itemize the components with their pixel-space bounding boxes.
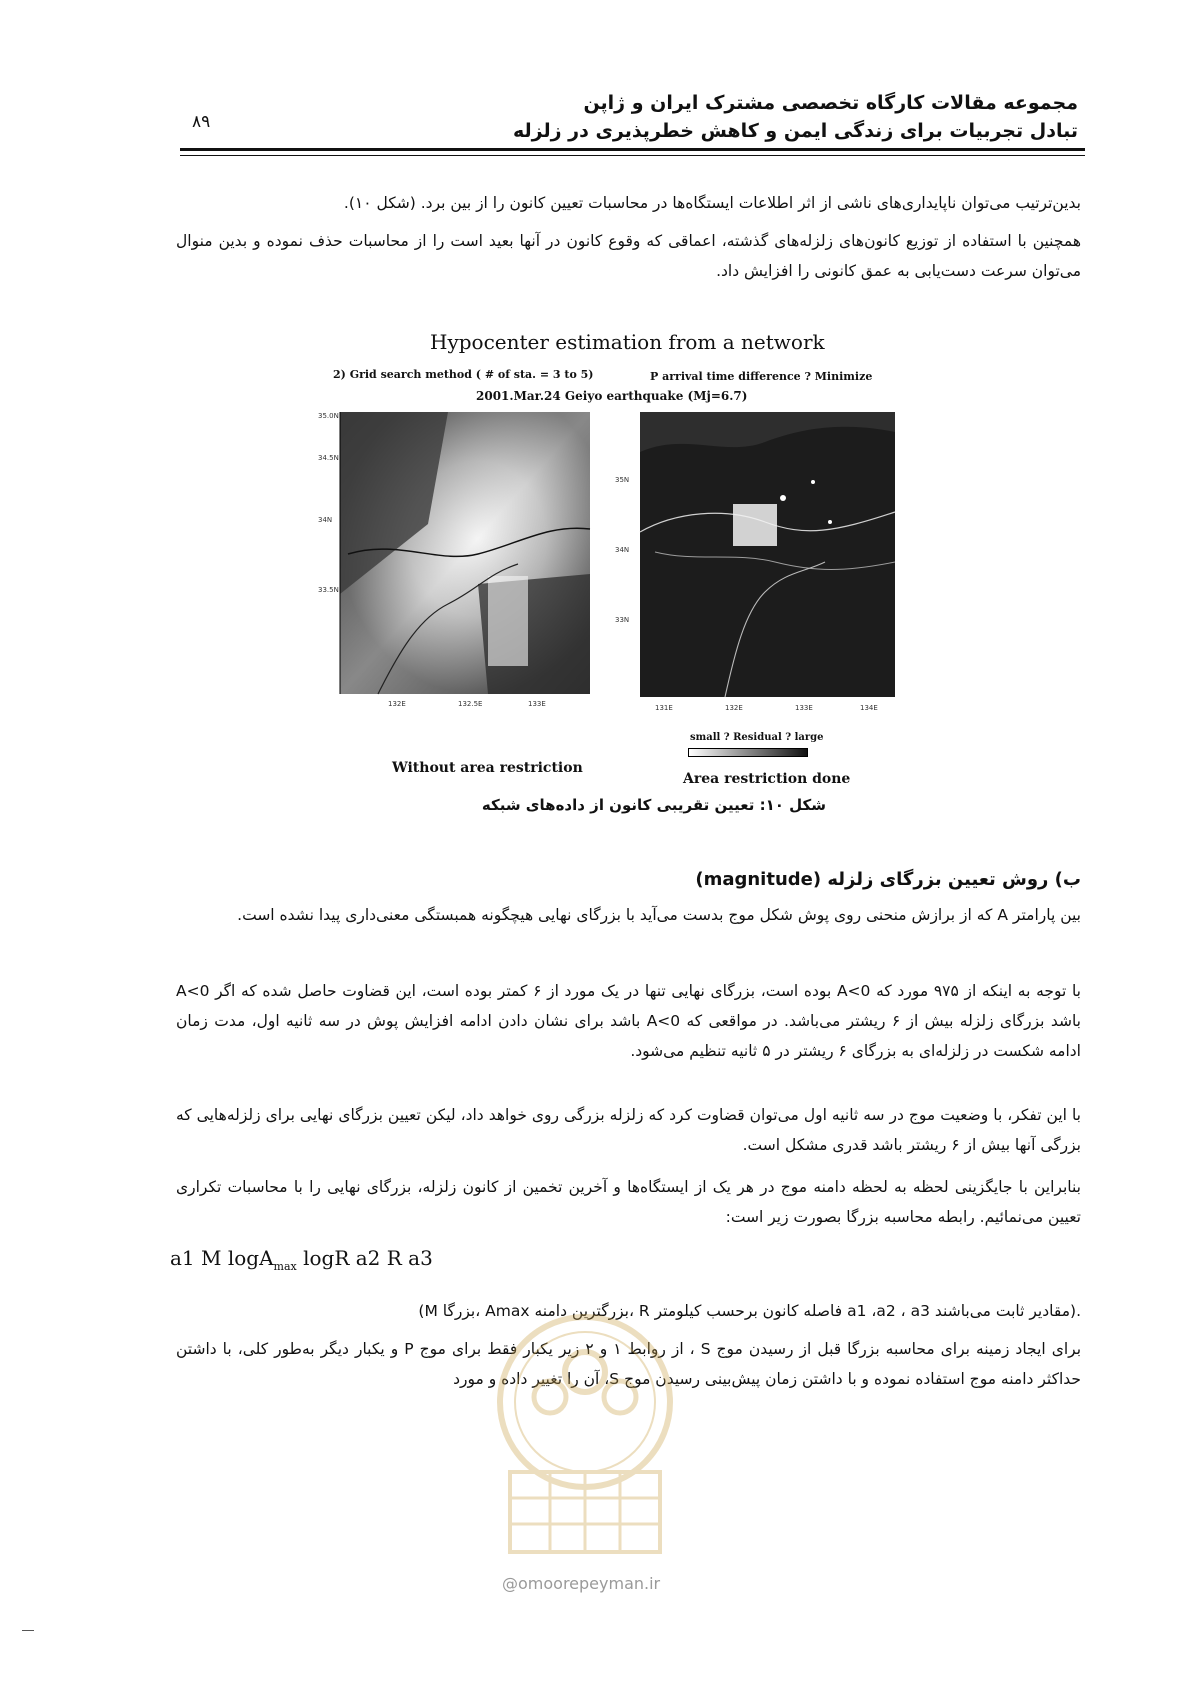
left-map-caption: Without area restriction <box>392 760 583 776</box>
left-lat-tick: 35.0N <box>318 412 339 420</box>
journal-title: مجموعه مقالات کارگاه تخصصی مشترک ایران و ژاپن <box>583 92 1078 114</box>
section-paragraph-2: با توجه به اینکه از ۹۷۵ مورد که A<0 بوده است، بزرگای نهایی تنها در یک مورد از ۶ کمتر بوده است، این قضاوت حاصل شده که اگر A<0 باشد بزرگای زلزله بیش از ۶ ریشتر می‌باشد. در مواقعی که A<0 باشد برای نشان دادن ادامه افزایش پوش در سه ثانیه اول، مدت زمان ادامه شکست در زلزله‌ای به بزرگای ۶ ریشتر در ۵ ثانیه تنظیم می‌شود. <box>176 982 1082 1060</box>
journal-subtitle: تبادل تجربیات برای زندگی ایمن و کاهش خطرپذیری در زلزله <box>513 120 1078 142</box>
residual-scale-bar <box>688 748 808 757</box>
left-lon-tick: 132E <box>388 700 406 708</box>
intro-paragraph-2: همچنین با استفاده از توزیع کانون‌های زلزله‌های گذشته، اعماقی که وقوع کانون در آنها بعید است را از محاسبات حذف نموده و بدین منوال می‌توان سرعت دست‌یابی به عمق کانونی را افزایش داد. <box>176 232 1081 280</box>
magnitude-formula <box>170 1246 433 1273</box>
right-residual-map <box>615 412 900 714</box>
left-lat-tick: 34N <box>318 516 333 524</box>
figure-event-label: 2001.Mar.24 Geiyo earthquake (Mj=6.7) <box>476 389 748 403</box>
formula-part-2: logR a2 R a3 <box>296 1246 433 1270</box>
section-paragraph-3: با این تفکر، با وضعیت موج در سه ثانیه اول می‌توان قضاوت کرد که زلزله بزرگی روی خواهد داد، لیکن تعیین بزرگای نهایی برای زلزله‌هایی که بزرگی آنها بیش از ۶ ریشتر باشد قدری مشکل است. <box>176 1106 1081 1154</box>
page-number: ۸۹ <box>192 112 211 132</box>
figure-method-label: 2) Grid search method ( # of sta. = 3 to 5) <box>333 368 594 381</box>
header-rule-thick <box>180 148 1085 151</box>
left-lon-tick: 132.5E <box>458 700 483 708</box>
right-lon-tick: 133E <box>795 704 813 712</box>
margin-mark <box>22 1630 34 1631</box>
left-lon-tick: 133E <box>528 700 546 708</box>
intro-paragraph-1: بدین‌ترتیب می‌توان ناپایداری‌های ناشی از اثر اطلاعات ایستگاه‌ها در محاسبات تعیین کانون را از بین برد. (شکل ۱۰). <box>343 194 1081 212</box>
right-map-caption: Area restriction done <box>683 771 851 787</box>
section-heading: ب) روش تعیین بزرگای زلزله (magnitude) <box>695 869 1081 890</box>
header-rule-thin <box>180 155 1085 156</box>
right-lon-tick: 131E <box>655 704 673 712</box>
formula-part-1: a1 M logA <box>170 1246 274 1270</box>
residual-scale-label: small ? Residual ? large <box>690 732 824 743</box>
right-lat-tick: 35N <box>615 476 630 484</box>
right-lat-tick: 34N <box>615 546 630 554</box>
closing-paragraph: برای ایجاد زمینه برای محاسبه بزرگا قبل از رسیدن موج S ، از روابط ۱ و ۲ زیر یکبار فقط برای موج P و یکبار دیگر به‌طور کلی، با داشتن حداکثر دامنه موج استفاده نموده و با داشتن زمان پیش‌بینی رسیدن موج S، آن را تغییر داده و مورد <box>176 1340 1082 1388</box>
watermark-logo-icon <box>490 1312 680 1562</box>
figure-title: Hypocenter estimation from a network <box>430 330 825 354</box>
right-lon-tick: 134E <box>860 704 878 712</box>
watermark-text: @omoorepeyman.ir <box>502 1574 661 1593</box>
section-paragraph-4: بنابراین با جایگزینی لحظه به لحظه دامنه موج در هر یک از ایستگاه‌ها و آخرین تخمین از کانون زلزله، بزرگای نهایی را با محاسبات تکراری تعیین می‌نمائیم. رابطه محاسبه بزرگا بصورت زیر است: <box>176 1178 1081 1226</box>
right-lon-tick: 132E <box>725 704 743 712</box>
figure-criterion-label: P arrival time difference ? Minimize <box>650 370 873 383</box>
right-lat-tick: 33N <box>615 616 630 624</box>
section-paragraph-1: بین پارامتر A که از برازش منحنی روی پوش شکل موج بدست می‌آید با بزرگای نهایی هیچگونه همبستگی معنی‌داری پیدا نشده است. <box>237 906 1081 924</box>
formula-definitions: (M بزرگا، Amax بزرگترین دامنه، R فاصله کانون برحسب کیلومتر a1 ،a2 ، a3 مقادیر ثابت می‌باشند). <box>418 1302 1081 1320</box>
figure-caption-fa: شکل ۱۰: تعیین تقریبی کانون از داده‌های شبکه <box>481 796 826 814</box>
left-residual-map <box>318 404 600 710</box>
formula-subscript: max <box>273 1260 297 1273</box>
left-lat-tick: 34.5N <box>318 454 339 462</box>
left-lat-tick: 33.5N <box>318 586 339 594</box>
